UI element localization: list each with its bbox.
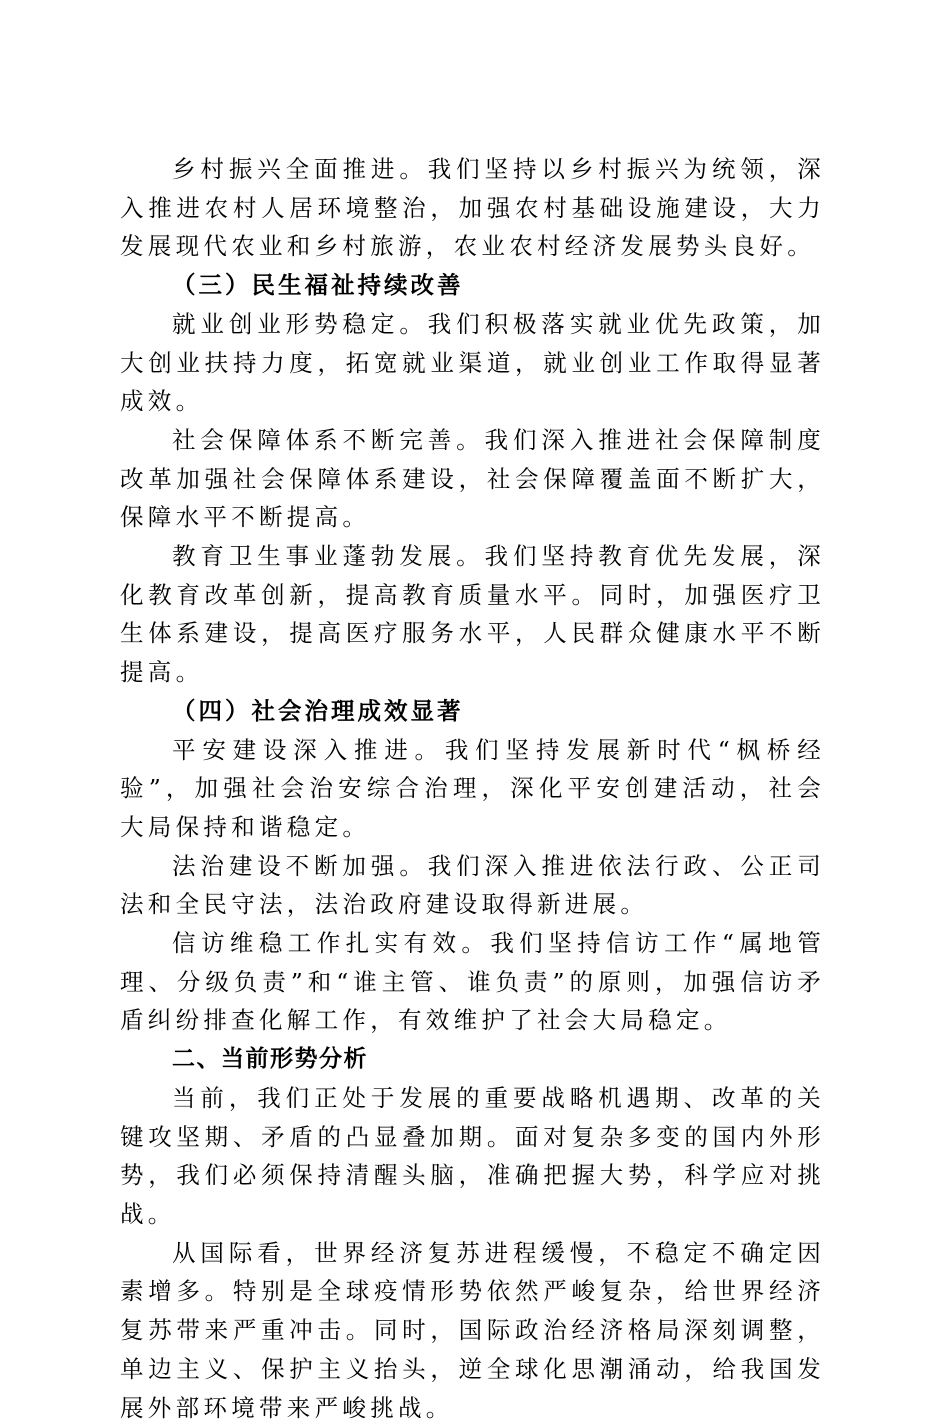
paragraph-rule-of-law: 法治建设不断加强。我们深入推进依法行政、公正司法和全民守法，法治政府建设取得新进展。 — [120, 851, 825, 919]
paragraph-petition-stability: 信访维稳工作扎实有效。我们坚持信访工作“属地管理、分级负责”和“谁主管、谁负责”的原则，加强信访矛盾纠纷排查化解工作，有效维护了社会大局稳定。 — [120, 929, 825, 1035]
section-heading-situation-analysis: 二、当前形势分析 — [172, 1046, 368, 1073]
paragraph-social-security: 社会保障体系不断完善。我们深入推进社会保障制度改革加强社会保障体系建设，社会保障覆盖面不断扩大，保障水平不断提高。 — [120, 425, 825, 532]
paragraph-international-view: 从国际看，世界经济复苏进程缓慢，不稳定不确定因素增多。特别是全球疫情形势依然严峻复杂，给世界经济复苏带来严重冲击。同时，国际政治经济格局深刻调整，单边主义、保护主义抬头，逆全球化思潮涌动，给我国发展外部环境带来严峻挑战。 — [120, 1238, 825, 1422]
paragraph-current-period: 当前，我们正处于发展的重要战略机遇期、改革的关键攻坚期、矛盾的凸显叠加期。面对复杂多变的国内外形势，我们必须保持清醒头脑，准确把握大势，科学应对挑战。 — [120, 1083, 825, 1228]
subheading-livelihood: （三）民生福祉持续改善 — [172, 271, 464, 300]
paragraph-education-health: 教育卫生事业蓬勃发展。我们坚持教育优先发展，深化教育改革创新，提高教育质量水平。同时，加强医疗卫生体系建设，提高医疗服务水平，人民群众健康水平不断提高。 — [120, 542, 825, 687]
paragraph-public-safety: 平安建设深入推进。我们坚持发展新时代“枫桥经验”，加强社会治安综合治理，深化平安创建活动，社会大局保持和谐稳定。 — [120, 735, 825, 841]
paragraph-employment: 就业创业形势稳定。我们积极落实就业优先政策，加大创业扶持力度，拓宽就业渠道，就业创业工作取得显著成效。 — [120, 309, 825, 416]
paragraph-rural-revitalization: 乡村振兴全面推进。我们坚持以乡村振兴为统领，深入推进农村人居环境整治，加强农村基础设施建设，大力发展现代农业和乡村旅游，农业农村经济发展势头良好。 — [120, 155, 825, 261]
subheading-social-governance: （四）社会治理成效显著 — [172, 696, 464, 725]
document-page — [120, 150, 825, 1427]
